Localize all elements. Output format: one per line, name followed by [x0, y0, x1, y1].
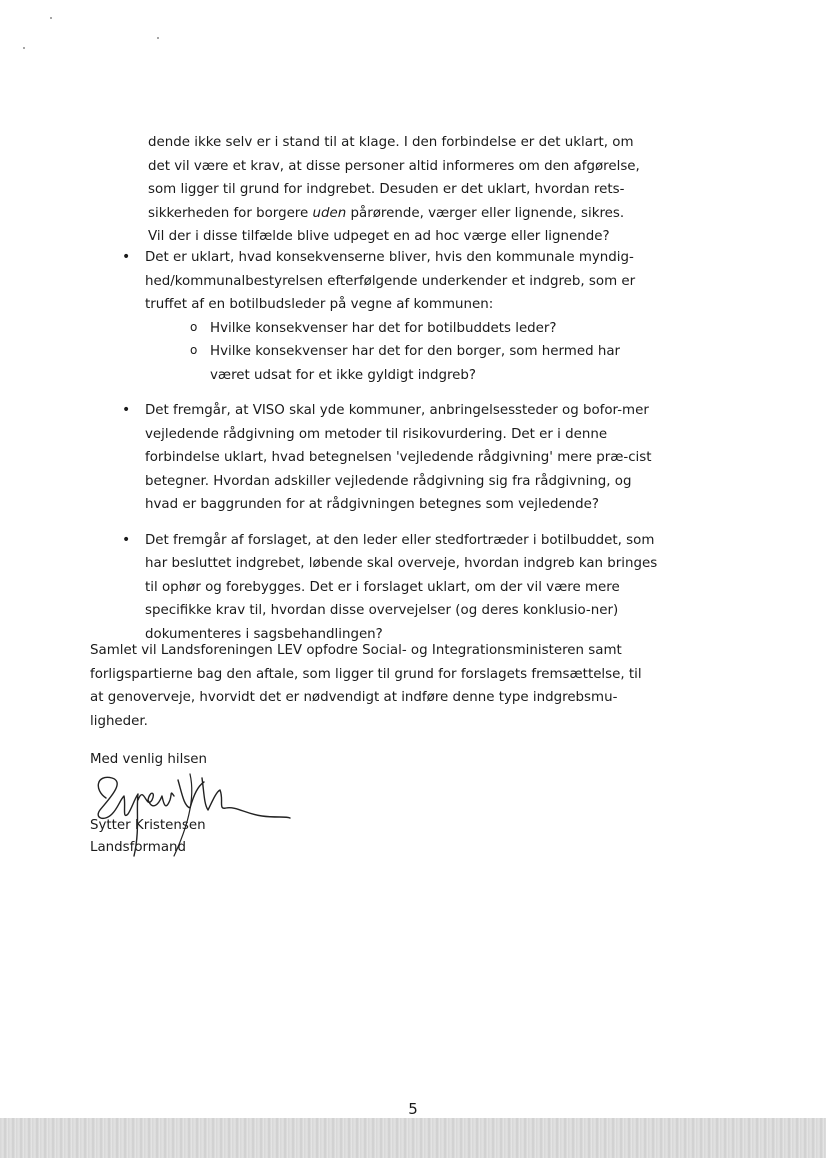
bullet-item — [119, 399, 659, 517]
bullet-item — [119, 246, 659, 387]
bullet-text: • Det fremgår af forslaget, at den leder eller stedfortræder i botilbuddet, som har besluttet indgrebet, løbende skal overveje, hvordan indgreb kan bringes til ophør og forebygges. Det er i forslaget uklart, om der vil være mere specifikke krav til, hvordan disse overvejelser (og deres konklusio-ner) dokumenteres i sagsbehandlingen? — [145, 532, 658, 642]
intro-line-4-start: sikkerheden for borgere — [148, 205, 313, 221]
page-number: 5 — [408, 1100, 418, 1118]
closing-paragraph: Samlet vil Landsforeningen LEV opfodre Social- og Integrationsministeren samt forligspartierne bag den aftale, som ligger til grund for forslagets fremsættelse, til at genoverveje, hvorvidt det er nødvendigt at indføre denne type indgrebsmu-ligheder. — [90, 643, 642, 729]
handwritten-signature — [86, 770, 306, 860]
greeting: Med venlig hilsen — [90, 752, 208, 767]
intro-paragraph — [148, 131, 658, 249]
intro-line: det vil være et krav, at disse personer altid informeres om den afgørelse, — [148, 158, 640, 174]
sub-item: o Hvilke konsekvenser har det for botilbuddets leder? — [190, 317, 659, 341]
intro-line: som ligger til grund for indgrebet. Desuden er det uklart, hvordan rets- — [148, 182, 625, 197]
intro-line: Vil der i disse tilfælde blive udpeget en ad hoc værge eller lignende? — [148, 229, 610, 244]
intro-line — [148, 202, 658, 226]
scan-noise-bar — [0, 1118, 826, 1158]
bullet-text: • Det er uklart, hvad konsekvenserne bliver, hvis den kommunale myndig-hed/kommunalbestyrelsen efterfølgende underkender et indgreb, som er truffet af en botilbudsleder på vegne af kommunen: — [145, 250, 636, 312]
bullet-text: • Det fremgår, at VISO skal yde kommuner, anbringelsessteder og bofor-mer vejledende rådgivning om metoder til risikovurdering. Det er i denne forbindelse uklart, hvad betegnelsen 'vejledende rådgivning' mere præ-cist betegner. Hvordan adskiller vejledende rådgivning sig fra rådgivning, og hvad er baggrunden for at rådgivningen betegnes som vejledende? — [145, 403, 652, 512]
emphasis-uden: uden — [312, 205, 347, 221]
sub-item: o Hvilke konsekvenser har det for den borger, som hermed har været udsat for et ikke gyldigt indgreb? — [190, 340, 659, 387]
intro-line-4-end: pårørende, værger eller lignende, sikres. — [346, 205, 625, 221]
intro-line: dende ikke selv er i stand til at klage. I den forbindelse er det uklart, om — [148, 135, 634, 150]
bullet-item — [119, 529, 659, 647]
bullet-list — [119, 246, 659, 658]
sub-list — [145, 317, 659, 388]
signer-name: Sytter Kristensen — [90, 818, 206, 833]
signer-title: Landsformand — [90, 840, 187, 855]
